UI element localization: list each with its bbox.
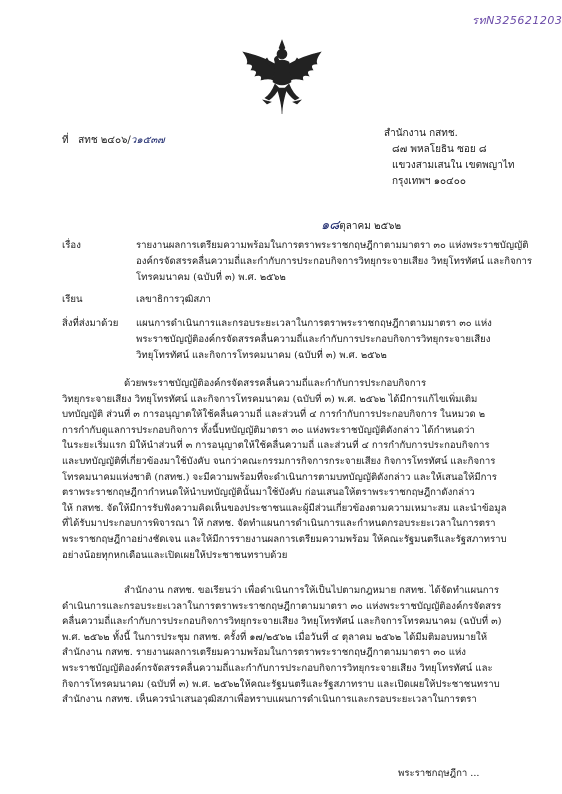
- attachment-line: วิทยุโทรทัศน์ และกิจการโทรคมนาคม (ฉบับที่ ๓) พ.ศ. ๒๕๖๒: [136, 350, 387, 361]
- subject-line: องค์กรจัดสรรคลื่นความถี่และกำกับการประกอบกิจการวิทยุกระจายเสียง วิทยุโทรทัศน์ และกิจการ: [136, 256, 533, 267]
- address-line: สำนักงาน กสทช.: [384, 128, 458, 139]
- paragraph-line: พระราชบัญญัติองค์กรจัดสรรคลื่นความถี่และกำกับการประกอบกิจการวิทยุกระจายเสียง วิทยุโทรทัศน์ และ: [62, 662, 493, 674]
- paragraph-line: วิทยุกระจายเสียง วิทยุโทรทัศน์ และกิจการโทรคมนาคม (ฉบับที่ ๓) พ.ศ. ๒๕๖๒ ได้มีการแก้ไขเพิ่มเติม: [62, 393, 478, 405]
- date-day-handwritten: ๑๘: [321, 218, 340, 233]
- paragraph-line: สำนักงาน กสทช. เห็นควรนำเสนอวุฒิสภาเพื่อทราบแผนการดำเนินการและกรอบระยะเวลาในการตรา: [62, 694, 477, 706]
- attachment-line: แผนการดำเนินการและกรอบระยะเวลาในการตราพระราชกฤษฎีกาตามมาตรา ๓๐ แห่ง: [136, 318, 492, 329]
- body-paragraph-2: [62, 583, 502, 708]
- document-number: [62, 133, 165, 148]
- paragraph-line: พระราชกฤษฎีกาอย่างชัดเจน และให้มีการรายงานผลการเตรียมความพร้อม ให้คณะรัฐมนตรีและรัฐสภาทราบ: [62, 533, 507, 545]
- paragraph-line: ที่ได้รับมาประกอบการพิจารณา ให้ กสทช. จัดทำแผนการดำเนินการและกำหนดกรอบระยะเวลาในการตรา: [62, 518, 496, 530]
- body-paragraph-1: [62, 376, 507, 563]
- document-reference-stamp: รทN325621203: [472, 14, 562, 27]
- paragraph-line: และบทบัญญัติที่เกี่ยวข้องมาใช้บังคับ จนกว่าคณะกรรมการกิจการกระจายเสียง กิจการโทรทัศน์ และกิจการ: [62, 455, 496, 467]
- date-month-year: ตุลาคม ๒๕๖๒: [339, 221, 402, 232]
- paragraph-line: ให้ กสทช. จัดให้มีการรับฟังความคิดเห็นของประชาชนและผู้มีส่วนเกี่ยวข้องตามความเหมาะสม และนำข้อมูล: [62, 502, 507, 514]
- page-continuation-note: พระราชกฤษฎีกา ...: [398, 768, 480, 779]
- paragraph-line: ตราพระราชกฤษฎีกากำหนดให้นำบทบัญญัตินั้นมาใช้บังคับ ก่อนเสนอให้ตราพระราชกฤษฎีกาดังกล่าว: [62, 487, 475, 499]
- paragraph-line: สำนักงาน กสทช. ขอเรียนว่า เพื่อดำเนินการให้เป็นไปตามกฎหมาย กสทช. ได้จัดทำแผนการ: [124, 585, 500, 596]
- paragraph-line: ในระยะเริ่มแรก มิให้นำส่วนที่ ๓ การอนุญาตให้ใช้คลื่นความถี่ และส่วนที่ ๔ การกำกับการประกอบกิจการ: [62, 440, 490, 452]
- garuda-emblem-icon: [239, 38, 325, 118]
- attachment-label: สิ่งที่ส่งมาด้วย: [62, 318, 119, 329]
- document-number-prefix: สทช ๒๔๐๖/: [78, 135, 131, 146]
- address-line: ๘๗ พหลโยธิน ซอย ๘: [392, 144, 487, 155]
- subject-line: โทรคมนาคม (ฉบับที่ ๓) พ.ศ. ๒๕๖๒: [136, 272, 286, 283]
- subject-line: รายงานผลการเตรียมความพร้อมในการตราพระราชกฤษฎีกาตามมาตรา ๓๐ แห่งพระราชบัญญัติ: [136, 240, 529, 251]
- paragraph-line: การกำกับดูแลการประกอบกิจการ ทั้งนี้บทบัญญัติมาตรา ๓๐ แห่งพระราชบัญญัติดังกล่าว ได้กำหนดว่า: [62, 424, 475, 436]
- subject-label: เรื่อง: [62, 240, 81, 251]
- address-line: แขวงสามเสนใน เขตพญาไท: [392, 160, 515, 171]
- paragraph-line: โทรคมนาคมแห่งชาติ (กสทช.) จะมีความพร้อมที่จะดำเนินการตามบทบัญญัติดังกล่าว และให้เสนอให้มีการ: [62, 471, 497, 483]
- paragraph-line: พ.ศ. ๒๕๖๒ ทั้งนี้ ในการประชุม กสทช. ครั้งที่ ๑๗/๒๕๖๒ เมื่อวันที่ ๔ ตุลาคม ๒๕๖๒ ได้มีมติมอบหมายให้: [62, 631, 488, 643]
- attachment-line: พระราชบัญญัติองค์กรจัดสรรคลื่นความถี่และกำกับการประกอบกิจการวิทยุกระจายเสียง: [136, 334, 491, 345]
- paragraph-line: บทบัญญัติ ส่วนที่ ๓ การอนุญาตให้ใช้คลื่นความถี่ และส่วนที่ ๔ การกำกับการประกอบกิจการ ในหมวด ๒: [62, 409, 486, 421]
- sender-address: [384, 126, 554, 190]
- document-number-label: ที่: [62, 135, 69, 146]
- paragraph-line: สำนักงาน กสทช. รายงานผลการเตรียมความพร้อมในการตราพระราชกฤษฎีกาตามมาตรา ๓๐ แห่ง: [62, 647, 466, 659]
- paragraph-line: อย่างน้อยทุกหกเดือนและเปิดเผยให้ประชาชนทราบด้วย: [62, 549, 288, 561]
- document-number-handwritten: ว๑๕๓๗: [130, 135, 165, 146]
- paragraph-line: ดำเนินการและกรอบระยะเวลาในการตราพระราชกฤษฎีกาตามมาตรา ๓๐ แห่งพระราชบัญญัติองค์กรจัดสรร: [62, 600, 502, 612]
- recipient-label: เรียน: [62, 294, 83, 305]
- recipient-text: เลขาธิการวุฒิสภา: [136, 294, 211, 305]
- paragraph-line: ด้วยพระราชบัญญัติองค์กรจัดสรรคลื่นความถี่และกำกับการประกอบกิจการ: [124, 378, 427, 389]
- paragraph-line: กิจการโทรคมนาคม (ฉบับที่ ๓) พ.ศ. ๒๕๖๒ให้คณะรัฐมนตรีและรัฐสภาทราบ และเปิดเผยให้ประชาชนทราบ: [62, 678, 500, 690]
- document-date: [321, 214, 401, 235]
- address-line: กรุงเทพฯ ๑๐๔๐๐: [392, 176, 466, 187]
- paragraph-line: คลื่นความถี่และกำกับการประกอบกิจการวิทยุกระจายเสียง วิทยุโทรทัศน์ และกิจการโทรคมนาคม (ฉบับที่ ๓): [62, 616, 502, 628]
